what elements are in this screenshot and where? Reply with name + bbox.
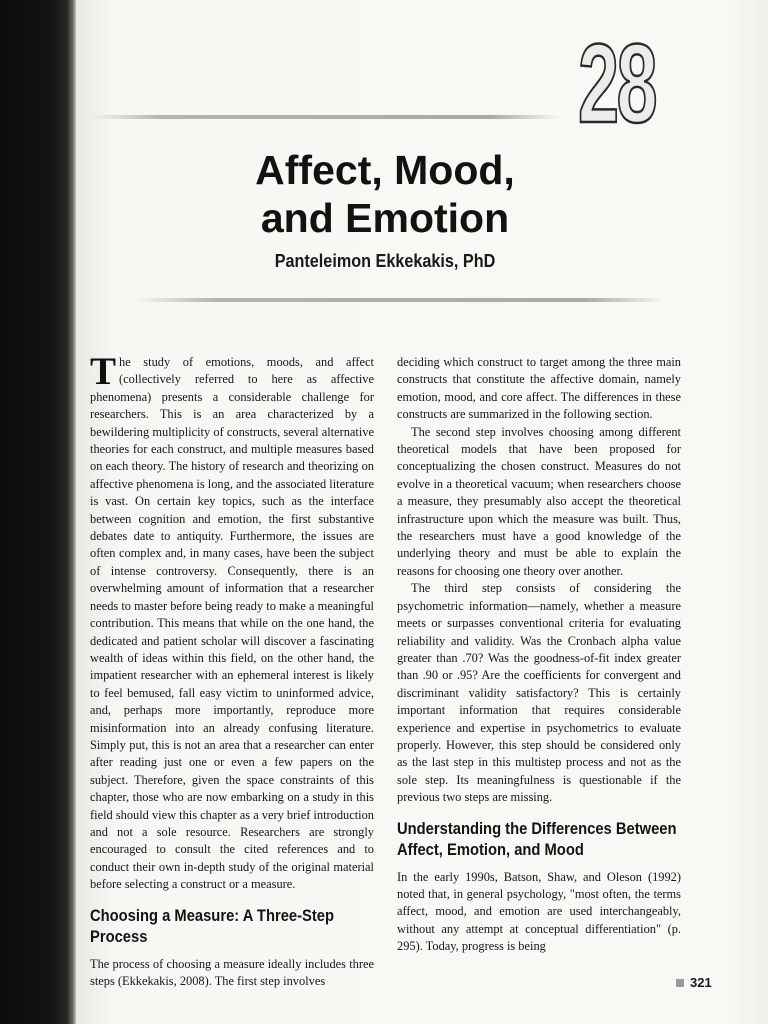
page-number (676, 975, 712, 990)
right-column (397, 354, 681, 956)
second-step-paragraph: The second step involves choosing among different theoretical models that have been proposed for conceptualizing the chosen construct. Measures do not evolve in a theoretical vacuum; when researchers choose a measure, they presumably also accept the theoretical infrastructure upon which the measure was built. Thus, the researchers must have a good knowledge of the underlying theory and must be able to explain the reasons for choosing one theory over another. (397, 424, 681, 578)
chapter-title-line-1: Affect, Mood, (255, 147, 515, 193)
chapter-title (150, 146, 620, 242)
top-rule (90, 115, 560, 119)
title-rule (135, 298, 665, 302)
left-column (90, 350, 374, 990)
chapter-number: 28 (578, 21, 655, 146)
chapter-title-line-2: and Emotion (260, 195, 510, 241)
third-step-paragraph: The third step consists of considering the psychometric information—namely, whether a measure meets or surpasses conventional criteria for evaluating reliability and validity. Was the Cronbach alpha value greater than .70? Was the goodness-of-fit index greater than .90 or .95? Are the coefficients for convergent and discriminant validity satisfactory? This is certainly important information that requires considerable experience and expertise in psychometrics to evaluate properly. However, this step should be considered only as the last step in this multistep process and not as the sole step. Its meaningfulness is questionable if the previous two steps are missing. (397, 581, 681, 805)
section-heading-differences: Understanding the Differences Between Affect, Emotion, and Mood (397, 819, 677, 859)
section-heading-choosing-measure: Choosing a Measure: A Three-Step Process (90, 906, 334, 946)
chapter-author: Panteleimon Ekkekakis, PhD (274, 251, 496, 271)
first-step-paragraph: deciding which construct to target among the three main constructs that constitute the affective domain, namely emotion, mood, and core affect. The differences in these constructs are summarized in the following section. (397, 355, 681, 422)
page-marker-icon (676, 979, 684, 987)
choosing-measure-paragraph: The process of choosing a measure ideally includes three steps (Ekkekakis, 2008). The first step involves (90, 956, 374, 988)
book-binding-shadow (0, 0, 76, 1024)
page-number-text: 321 (690, 975, 712, 990)
intro-paragraph: The study of emotions, moods, and affect (collectively referred to here as affective phenomena) presents a considerable challenge for researchers. This is an area characterized by a bewildering multiplicity of constructs, several alternative theories for each construct, and multiple measures based on each theory. The history of research and theorizing on affective phenomena is long, and the associated literature is vast. On certain key topics, such as the interface between cognition and emotion, the first substantive debates date to antiquity. Furthermore, the issues are often complex and, in many cases, have been the subject of intense controversy. Consequently, there is an overwhelming amount of information that a researcher needs to master before being ready to make a meaningful contribution. This means that while on the one hand, the dedicated and patient scholar will discover a fascinating wealth of ideas within this field, on the other hand, the impatient researcher with an ephemeral interest is likely to feel bemused, fall easy victim to uninformed advice, and, perhaps more importantly, reproduce more misinformation into an already confusing literature. Simply put, this is not an area that a researcher can enter after reading just one or even a few papers on the subject. Therefore, given the space constraints of this chapter, those who are now embarking on a study in this field should view this chapter as a very brief introduction and not a sole resource. Researchers are strongly encouraged to consult the cited references and to conduct their own in-depth study of the original material before selecting a construct or a measure. (90, 350, 374, 892)
differences-paragraph: In the early 1990s, Batson, Shaw, and Oleson (1992) noted that, in general psychology, "most often, the terms affect, mood, and emotion are used interchangeably, without any attempt at conceptual differentiation" (p. 295). Today, progress is being (397, 869, 681, 954)
